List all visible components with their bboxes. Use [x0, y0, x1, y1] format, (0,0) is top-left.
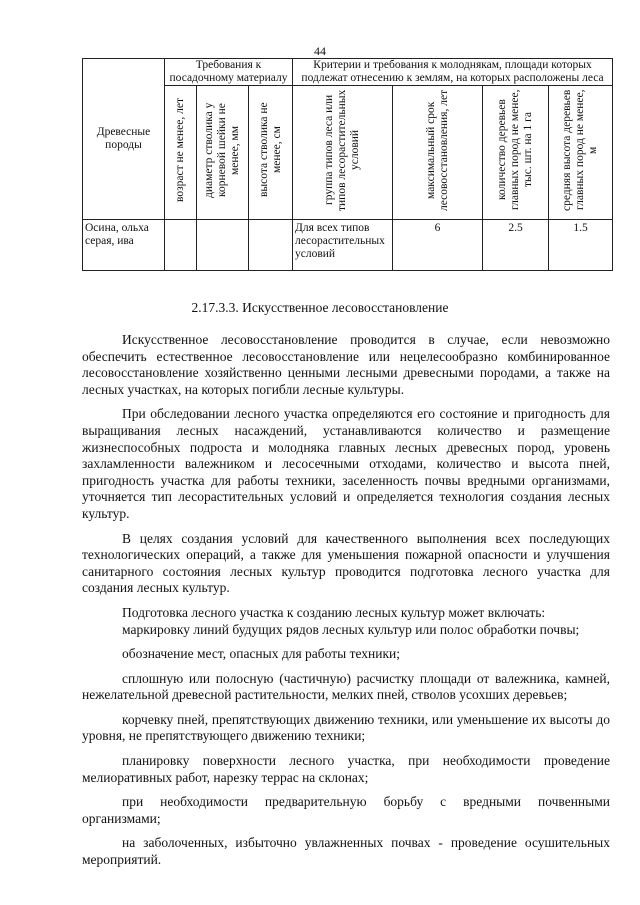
header-tree-count: количество деревьев главных пород не менее, тыс. шт. на 1 га	[483, 86, 549, 219]
body-text	[82, 332, 610, 869]
header-species: Древесные породы	[83, 59, 165, 220]
paragraph: обозначение мест, опасных для работы техники;	[122, 646, 401, 662]
paragraph: корчевку пней, препятствующих движению техники, или уменьшение их высоты до уровня, не препятствующего движению техники;	[82, 711, 610, 744]
cell-diameter	[197, 219, 249, 270]
header-diameter: диаметр стволика у корневой шейки не менее, мм	[197, 86, 249, 219]
paragraph: Подготовка лесного участка к созданию лесных культур может включать:	[122, 604, 546, 620]
paragraph: маркировку линий будущих рядов лесных культур или полос обработки почвы;	[122, 621, 580, 637]
paragraph: В целях создания условий для качественного выполнения всех последующих технологических операций, а также для уменьшения пожарной опасности и улучшения санитарного состояния лесных культур проводится подготовка лесного участка для создания лесных культур.	[82, 530, 610, 596]
header-forest-type: группа типов леса или типов лесорастительных условий	[293, 86, 393, 219]
cell-avg-height: 1.5	[549, 219, 613, 270]
cell-tree-count: 2.5	[483, 219, 549, 270]
paragraph: при необходимости предварительную борьбу с вредными почвенными организмами;	[82, 794, 610, 826]
header-planting-material: Требования к посадочному материалу	[165, 59, 293, 86]
cell-max-term: 6	[393, 219, 483, 270]
cell-species: Осина, ольха серая, ива	[83, 219, 165, 270]
header-age: возраст не менее, лет	[165, 86, 197, 219]
paragraph: планировку поверхности лесного участка, при необходимости проведение мелиоративных работ, нарезку террас на склонах;	[82, 753, 610, 785]
header-avg-height: средняя высота деревьев главных пород не менее, м	[549, 86, 613, 219]
paragraph: При обследовании лесного участка определяются его состояние и пригодность для выращивания лесных насаждений, устанавливаются количество и размещение жизнеспособных подроста и молодняка главных лесных древесных пород, уровень захламленности валежником и лесосечными отходами, количество и высота пней, пригодность участка для работы техники, заселенность почвы вредными организмами, уточняется тип лесорастительных условий и определяется технология создания лесных культур.	[82, 406, 610, 521]
header-height: высота стволика не менее, см	[249, 86, 293, 219]
header-young-growth-criteria: Критерии и требования к молоднякам, площади которых подлежат отнесению к землям, на которых расположены леса	[293, 59, 613, 86]
header-max-term: максимальный срок лесовосстановления, лет	[393, 86, 483, 219]
section-title: 2.17.3.3. Искусственное лесовосстановление	[191, 300, 449, 315]
cell-height	[249, 219, 293, 270]
table-row	[83, 219, 613, 270]
cell-forest-type: Для всех типов лесорастительных условий	[293, 219, 393, 270]
requirements-table	[82, 58, 613, 271]
cell-age	[165, 219, 197, 270]
page-number: 44	[314, 44, 326, 58]
paragraph: на заболоченных, избыточно увлажненных почвах - проведение осушительных мероприятий.	[82, 835, 610, 868]
paragraph: сплошную или полосную (частичную) расчистку площади от валежника, камней, нежелательной древесной растительности, мелких пней, стволов усохших деревьев;	[82, 670, 610, 703]
paragraph: Искусственное лесовосстановление проводится в случае, если невозможно обеспечить естественное лесовосстановление или нецелесообразно комбинированное лесовосстановление хозяйственно ценными лесными древесными породами, а также на лесных участках, на которых погибли лесные культуры.	[82, 332, 610, 397]
